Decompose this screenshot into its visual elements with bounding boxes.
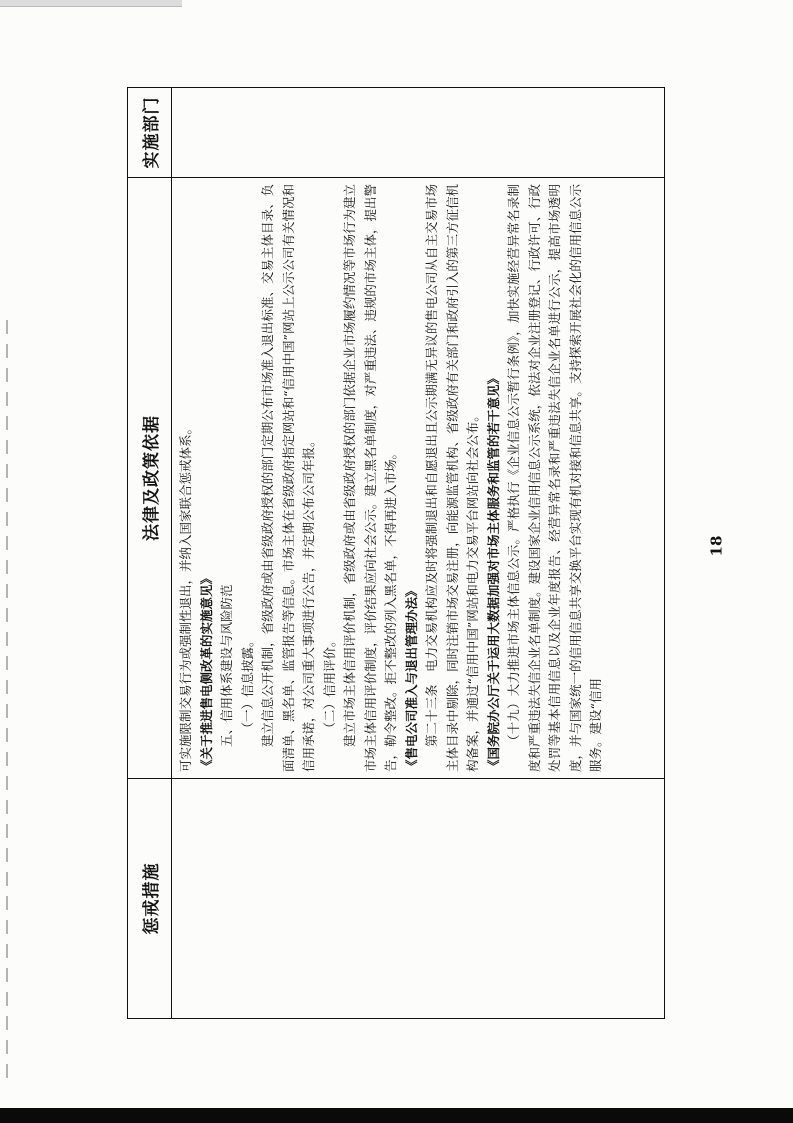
header-measures: 惩戒措施	[128, 779, 172, 1019]
basis-line: 《售电公司准入与退出管理办法》	[403, 584, 419, 772]
table-header-row	[128, 88, 172, 1019]
page-number: 18	[707, 535, 726, 557]
basis-line: 建立信息公开机制，省级政府或由省级政府授权的部门定期公布市场准入退出标准、交易主体目录、负面清单、黑名单、监管报告等信息。市场主体在省级政府指定网站和“信用中国”网站上公示公司有关情况和信用承诺，对公司重大事项进行公告，并定期公布公司年报。	[260, 184, 316, 772]
rotated-table-frame	[127, 88, 665, 1019]
header-basis: 法律及政策依据	[128, 178, 172, 779]
basis-line: 建立市场主体信用评价机制，省级政府或由省级政府授权的部门依据企业市场履约情况等市场行为建立市场主体信用评价制度，评价结果应向社会公示。建立黑名单制度，对严重违法、违规的市场主体，提出警告，勒令整改。拒不整改的列入黑名单，不得再进入市场。	[342, 184, 398, 772]
cell-department	[172, 88, 665, 178]
cell-measures	[172, 779, 665, 1019]
header-department: 实施部门	[128, 88, 172, 178]
table-row	[172, 88, 665, 1019]
basis-line: （二）信用评价。	[321, 634, 337, 735]
basis-line: （一）信息披露。	[239, 634, 255, 735]
cell-basis	[172, 178, 665, 779]
scan-edge-bottom	[0, 1108, 793, 1123]
scan-edge-left	[6, 320, 8, 1080]
basis-line: 《关于推进售电侧改革的实施意见》	[198, 571, 214, 772]
basis-line: （十九）大力推进市场主体信息公示。严格执行《企业信息公示暂行条例》，加快实施经营异常名录制度和严重违法失信企业名单制度。建设国家企业信用信息公示系统，依法对企业注册登记、行政许可、行政处罚等基本信用信息以及企业年度报告、经营异常名录和严重违法失信企业名单进行公示，提高市场透明度，并与国家统一的信用信息共享交换平台实现有机对接和信息共享。支持探索开展社会化的信用信息公示服务。建设“信用	[506, 184, 603, 772]
basis-line: 第二十三条 电力交易机构应及时将强制退出和自愿退出且公示期满无异议的售电公司从自主交易市场主体目录中剔除，同时注销市场交易注册，向能源监管机构、省级政府有关部门和政府引入的第三方征信机构备案，并通过“信用中国”网站和电力交易平台网站向社会公布。	[424, 184, 480, 772]
scan-edge-top	[0, 0, 182, 7]
basis-line: 五、信用体系建设与风险防范	[219, 584, 234, 747]
policy-table	[127, 87, 665, 1019]
basis-line: 可实施限制交易行为或强制性退出，并纳入国家联合惩戒体系。	[178, 421, 193, 772]
rotated-page-content	[127, 88, 665, 1019]
basis-line: 《国务院办公厅关于运用大数据加强对市场主体服务和监管的若干意见》	[485, 371, 501, 772]
